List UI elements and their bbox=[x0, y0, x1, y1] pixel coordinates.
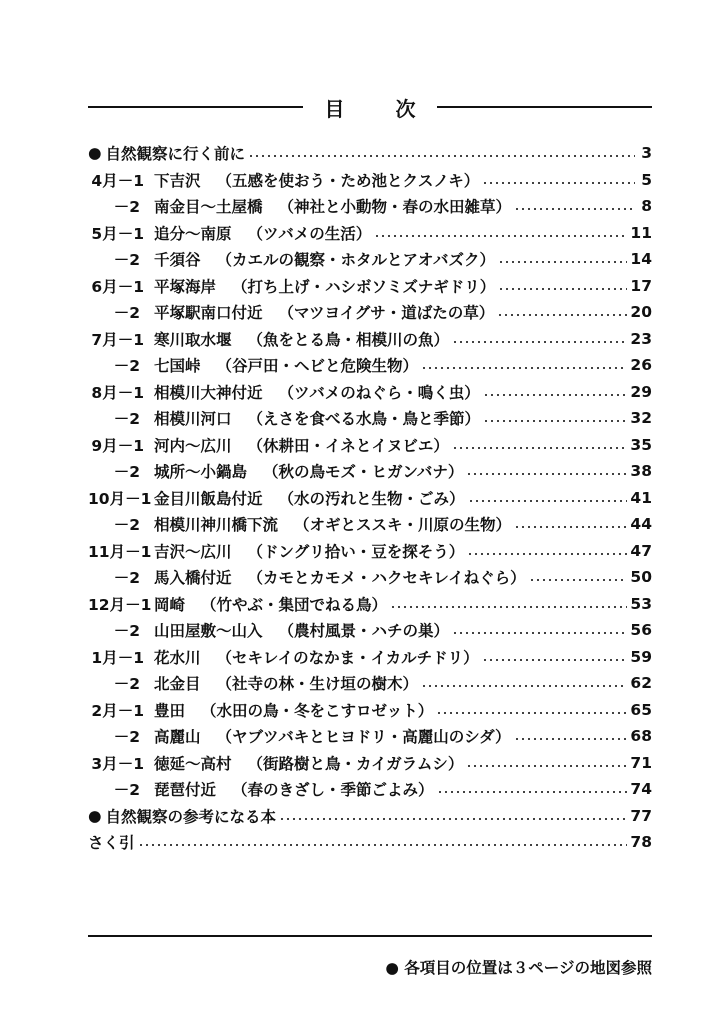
entry-place: 吉沢～広川 bbox=[154, 542, 232, 561]
dot-leader bbox=[483, 420, 627, 422]
entry-place: 馬入橋付近 bbox=[154, 569, 232, 588]
toc-entry-row[interactable] bbox=[88, 485, 652, 512]
entry-number: －2 bbox=[113, 463, 140, 482]
toc-books-row[interactable] bbox=[88, 803, 652, 830]
entry-place: 岡崎 bbox=[154, 595, 186, 614]
toc-entry-row[interactable] bbox=[88, 167, 652, 194]
entry-topic: （カモとカモメ・ハクセキレイねぐら） bbox=[247, 569, 526, 588]
entry-place: 平塚駅南口付近 bbox=[154, 304, 263, 323]
bullet-icon: ● bbox=[88, 806, 102, 825]
entry-number: 6月－1 bbox=[91, 277, 144, 296]
entry-number: 3月－1 bbox=[91, 754, 144, 773]
entry-page: 32 bbox=[630, 409, 652, 428]
dot-leader bbox=[467, 553, 627, 555]
page-title: 目 次 bbox=[324, 96, 438, 121]
entry-number: －2 bbox=[113, 410, 140, 429]
toc-books-label: 自然観察の参考になる本 bbox=[105, 807, 277, 826]
entry-page: 29 bbox=[630, 382, 652, 401]
entry-topic: （ツバメの生活） bbox=[247, 224, 372, 243]
toc-index-label: さく引 bbox=[88, 834, 135, 853]
entry-number: 2月－1 bbox=[91, 701, 144, 720]
entry-page: 56 bbox=[630, 621, 652, 640]
entry-number: －2 bbox=[113, 357, 140, 376]
dot-leader bbox=[514, 208, 635, 210]
entry-page: 14 bbox=[630, 250, 652, 269]
entry-number: 7月－1 bbox=[91, 330, 144, 349]
entry-place: 徳延～高村 bbox=[154, 754, 232, 773]
dot-leader bbox=[466, 765, 627, 767]
bullet-icon: ● bbox=[88, 144, 102, 163]
entry-topic: （春のきざし・季節ごよみ） bbox=[232, 781, 434, 800]
toc-index-row[interactable] bbox=[88, 829, 652, 856]
toc-entry-row[interactable] bbox=[88, 432, 652, 459]
table-of-contents bbox=[88, 140, 652, 856]
toc-entry-row[interactable] bbox=[88, 564, 652, 591]
entry-topic: （えさを食べる水鳥・鳥と季節） bbox=[247, 410, 481, 429]
entry-number: －2 bbox=[113, 675, 140, 694]
dot-leader bbox=[452, 341, 627, 343]
entry-topic: （オギとススキ・川原の生物） bbox=[294, 516, 512, 535]
toc-entry-row[interactable] bbox=[88, 273, 652, 300]
dot-leader bbox=[498, 288, 627, 290]
entry-place: 南金目～土屋橋 bbox=[154, 198, 263, 217]
entry-number: 1月－1 bbox=[91, 648, 144, 667]
entry-place: 相模川神川橋下流 bbox=[154, 516, 279, 535]
toc-index-page: 78 bbox=[630, 833, 652, 852]
toc-entry-row[interactable] bbox=[88, 511, 652, 538]
entry-place: 高麗山 bbox=[154, 728, 201, 747]
entry-place: 寒川取水堰 bbox=[154, 330, 232, 349]
toc-entry-row[interactable] bbox=[88, 193, 652, 220]
entry-topic: （神社と小動物・春の水田雑草） bbox=[278, 198, 512, 217]
entry-place: 金目川飯島付近 bbox=[154, 489, 263, 508]
dot-leader bbox=[421, 685, 627, 687]
dot-leader bbox=[497, 314, 627, 316]
entry-page: 65 bbox=[630, 700, 652, 719]
toc-entry-row[interactable] bbox=[88, 299, 652, 326]
dot-leader bbox=[390, 606, 627, 608]
entry-place: 琵琶付近 bbox=[154, 781, 217, 800]
dot-leader bbox=[436, 712, 627, 714]
entry-topic: （街路樹と鳥・カイガラムシ） bbox=[247, 754, 464, 773]
entry-page: 44 bbox=[630, 515, 652, 534]
entry-number: 4月－1 bbox=[91, 171, 144, 190]
entry-page: 26 bbox=[630, 356, 652, 375]
dot-leader bbox=[498, 261, 627, 263]
entry-topic: （竹やぶ・集団でねる鳥） bbox=[201, 595, 388, 614]
entry-number: －2 bbox=[113, 728, 140, 747]
entry-place: 相模川大神付近 bbox=[154, 383, 263, 402]
entry-topic: （カエルの観察・ホタルとアオバズク） bbox=[216, 251, 496, 270]
entry-page: 50 bbox=[630, 568, 652, 587]
toc-books-page: 77 bbox=[630, 806, 652, 825]
dot-leader bbox=[138, 844, 628, 846]
toc-intro-label: 自然観察に行く前に bbox=[105, 145, 246, 164]
entry-topic: （社寺の林・生け垣の樹木） bbox=[216, 675, 419, 694]
entry-number: 11月－1 bbox=[88, 542, 152, 561]
entry-page: 68 bbox=[630, 727, 652, 746]
toc-entry-row[interactable] bbox=[88, 697, 652, 724]
entry-page: 17 bbox=[630, 276, 652, 295]
toc-entry-row[interactable] bbox=[88, 644, 652, 671]
entry-number: －2 bbox=[113, 781, 140, 800]
toc-entry-row[interactable] bbox=[88, 776, 652, 803]
dot-leader bbox=[374, 235, 627, 237]
entry-number: －2 bbox=[113, 198, 140, 217]
entry-topic: （セキレイのなかま・イカルチドリ） bbox=[216, 648, 479, 667]
entry-page: 47 bbox=[630, 541, 652, 560]
entry-place: 山田屋敷～山入 bbox=[154, 622, 263, 641]
entry-place: 七国峠 bbox=[154, 357, 201, 376]
entry-number: －2 bbox=[113, 516, 140, 535]
entry-place: 追分～南原 bbox=[154, 224, 232, 243]
entry-number: －2 bbox=[113, 304, 140, 323]
entry-topic: （五感を使おう・ため池とクスノキ） bbox=[216, 171, 480, 190]
toc-entry-row[interactable] bbox=[88, 670, 652, 697]
dot-leader bbox=[468, 500, 628, 502]
entry-number: －2 bbox=[113, 569, 140, 588]
entry-place: 河内～広川 bbox=[154, 436, 232, 455]
dot-leader bbox=[529, 579, 628, 581]
toc-entry-row[interactable] bbox=[88, 750, 652, 777]
toc-intro-row[interactable] bbox=[88, 140, 652, 167]
dot-leader bbox=[248, 155, 635, 157]
entry-place: 相模川河口 bbox=[154, 410, 232, 429]
toc-entry-row[interactable] bbox=[88, 352, 652, 379]
map-reference-note: ● 各項目の位置は３ページの地図参照 bbox=[385, 959, 652, 977]
dot-leader bbox=[279, 818, 627, 820]
entry-topic: （水の汚れと生物・ごみ） bbox=[278, 489, 465, 508]
entry-topic: （打ち上げ・ハシボソミズナギドリ） bbox=[232, 277, 496, 296]
entry-topic: （ツバメのねぐら・鳴く虫） bbox=[278, 383, 480, 402]
entry-page: 20 bbox=[630, 303, 652, 322]
entry-place: 下吉沢 bbox=[154, 171, 201, 190]
entry-topic: （秋の鳥モズ・ヒガンバナ） bbox=[263, 463, 464, 482]
entry-page: 8 bbox=[641, 197, 652, 216]
entry-place: 平塚海岸 bbox=[154, 277, 217, 296]
heading-rule-right bbox=[437, 106, 652, 108]
dot-leader bbox=[452, 447, 628, 449]
toc-entry-row[interactable] bbox=[88, 326, 652, 353]
entry-number: －2 bbox=[113, 622, 140, 641]
entry-number: 9月－1 bbox=[91, 436, 144, 455]
entry-page: 23 bbox=[630, 329, 652, 348]
dot-leader bbox=[437, 791, 628, 793]
entry-page: 53 bbox=[630, 594, 652, 613]
toc-entry-row[interactable] bbox=[88, 617, 652, 644]
heading-rule-left bbox=[88, 106, 303, 108]
toc-entry-row[interactable] bbox=[88, 723, 652, 750]
entry-topic: （谷戸田・ヘビと危険生物） bbox=[216, 357, 419, 376]
entry-page: 41 bbox=[630, 488, 652, 507]
dot-leader bbox=[483, 394, 628, 396]
toc-heading bbox=[88, 92, 652, 122]
dot-leader bbox=[482, 182, 635, 184]
entry-number: －2 bbox=[113, 251, 140, 270]
entry-place: 北金目 bbox=[154, 675, 201, 694]
footer-rule bbox=[88, 935, 652, 937]
toc-entry-row[interactable] bbox=[88, 405, 652, 432]
entry-number: 12月－1 bbox=[88, 595, 152, 614]
entry-place: 豊田 bbox=[154, 701, 186, 720]
entry-number: 5月－1 bbox=[91, 224, 144, 243]
entry-topic: （ドングリ拾い・豆を探そう） bbox=[247, 542, 465, 561]
dot-leader bbox=[482, 659, 628, 661]
toc-entry-row[interactable] bbox=[88, 220, 652, 247]
toc-entry-row[interactable] bbox=[88, 591, 652, 618]
entry-number: 8月－1 bbox=[91, 383, 144, 402]
entry-topic: （農村風景・ハチの巣） bbox=[278, 622, 450, 641]
toc-entries bbox=[88, 167, 652, 803]
toc-entry-row[interactable] bbox=[88, 379, 652, 406]
dot-leader bbox=[514, 526, 627, 528]
toc-entry-row[interactable] bbox=[88, 458, 652, 485]
entry-page: 62 bbox=[630, 674, 652, 693]
entry-topic: （ヤブツバキとヒヨドリ・高麗山のシダ） bbox=[216, 728, 511, 747]
entry-topic: （魚をとる鳥・相模川の魚） bbox=[247, 330, 450, 349]
entry-place: 花水川 bbox=[154, 648, 201, 667]
entry-place: 城所～小鍋島 bbox=[154, 463, 248, 482]
dot-leader bbox=[514, 738, 628, 740]
entry-page: 71 bbox=[630, 753, 652, 772]
toc-entry-row[interactable] bbox=[88, 538, 652, 565]
dot-leader bbox=[466, 473, 627, 475]
entry-place: 千須谷 bbox=[154, 251, 201, 270]
entry-topic: （休耕田・イネとイヌビエ） bbox=[247, 436, 449, 455]
entry-number: 10月－1 bbox=[88, 489, 152, 508]
entry-topic: （マツヨイグサ・道ばたの草） bbox=[278, 304, 495, 323]
entry-page: 38 bbox=[630, 462, 652, 481]
entry-page: 5 bbox=[641, 170, 652, 189]
toc-entry-row[interactable] bbox=[88, 246, 652, 273]
dot-leader bbox=[421, 367, 627, 369]
toc-intro-page: 3 bbox=[641, 144, 652, 163]
entry-page: 35 bbox=[630, 435, 652, 454]
dot-leader bbox=[452, 632, 627, 634]
entry-page: 74 bbox=[630, 780, 652, 799]
entry-topic: （水田の鳥・冬をこすロゼット） bbox=[201, 701, 434, 720]
entry-page: 11 bbox=[630, 223, 652, 242]
entry-page: 59 bbox=[630, 647, 652, 666]
